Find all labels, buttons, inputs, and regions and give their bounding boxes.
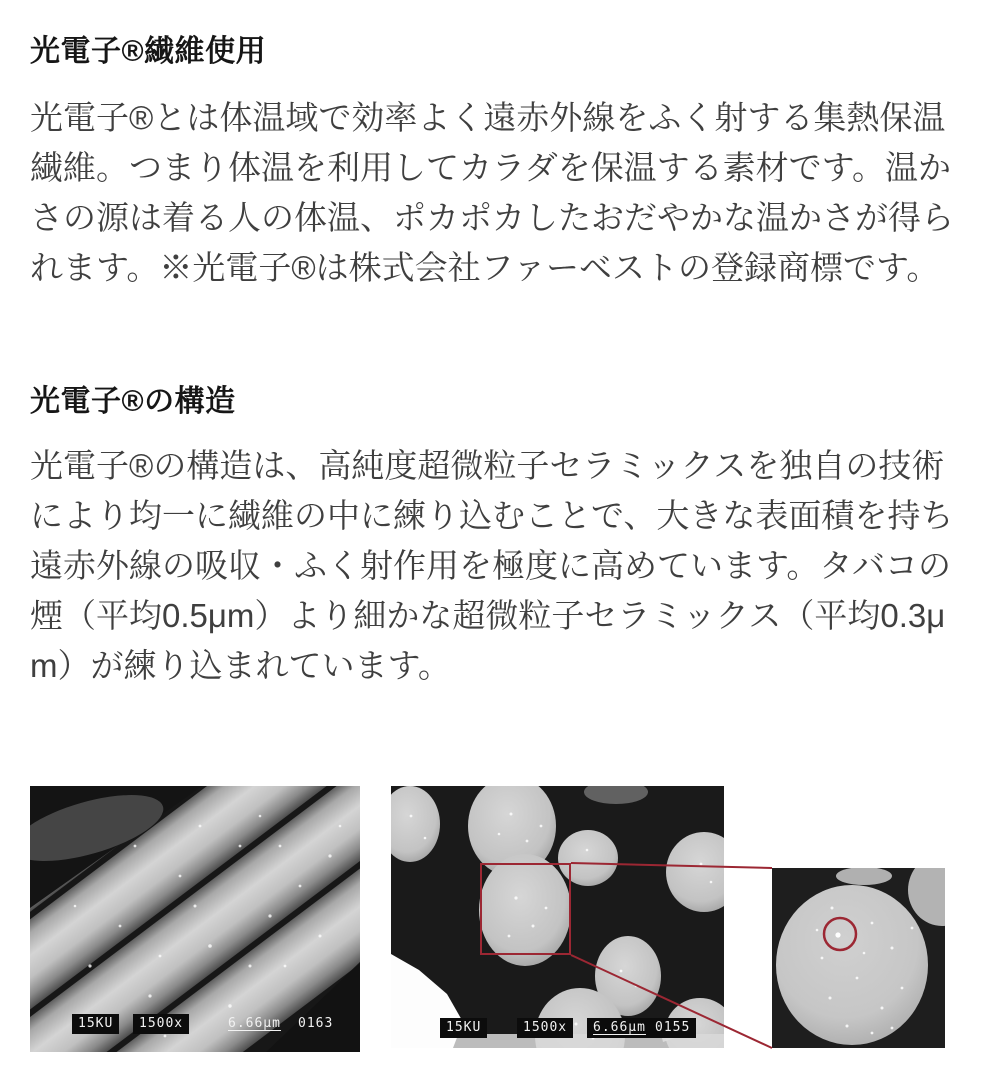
sem-caption-voltage: 15KU bbox=[440, 1018, 487, 1038]
connector-line-bottom bbox=[571, 955, 772, 1048]
zoom-connector-lines bbox=[0, 786, 999, 1080]
section-heading-fiber-usage: 光電子®繊維使用 bbox=[30, 35, 267, 68]
section-body-fiber-usage: 光電子®とは体温域で効率よく遠赤外線をふく射する集熱保温繊維。つまり体温を利用してカラダを保温する素材です。温かさの源は着る人の体温、ポカポカしたおだやかな温かさが得られます。※光電子®は株式会社ファーベストの登録商標です。 bbox=[30, 99, 954, 286]
sem-caption-frame-number: 0163 bbox=[298, 1016, 334, 1031]
section-heading-structure: 光電子®の構造 bbox=[30, 385, 236, 418]
sem-caption-frame-number: 0155 bbox=[649, 1018, 696, 1038]
connector-line-top bbox=[571, 863, 772, 868]
sem-caption-magnification: 1500x bbox=[517, 1018, 573, 1038]
section-body-structure: 光電子®の構造は、高純度超微粒子セラミックスを独自の技術により均一に繊維の中に練り込むことで、大きな表面積を持ち遠赤外線の吸収・ふく射作用を極度に高めています。タバコの煙（平均0.5μm）より細かな超微粒子セラミックス（平均0.3μm）が練り込まれています。 bbox=[30, 447, 954, 684]
sem-caption-voltage: 15KU bbox=[72, 1014, 119, 1034]
sem-caption-magnification: 1500x bbox=[133, 1014, 189, 1034]
sem-caption-scalebar: 6.66μm bbox=[228, 1016, 281, 1031]
sem-caption-scalebar: 6.66μm bbox=[587, 1018, 652, 1038]
